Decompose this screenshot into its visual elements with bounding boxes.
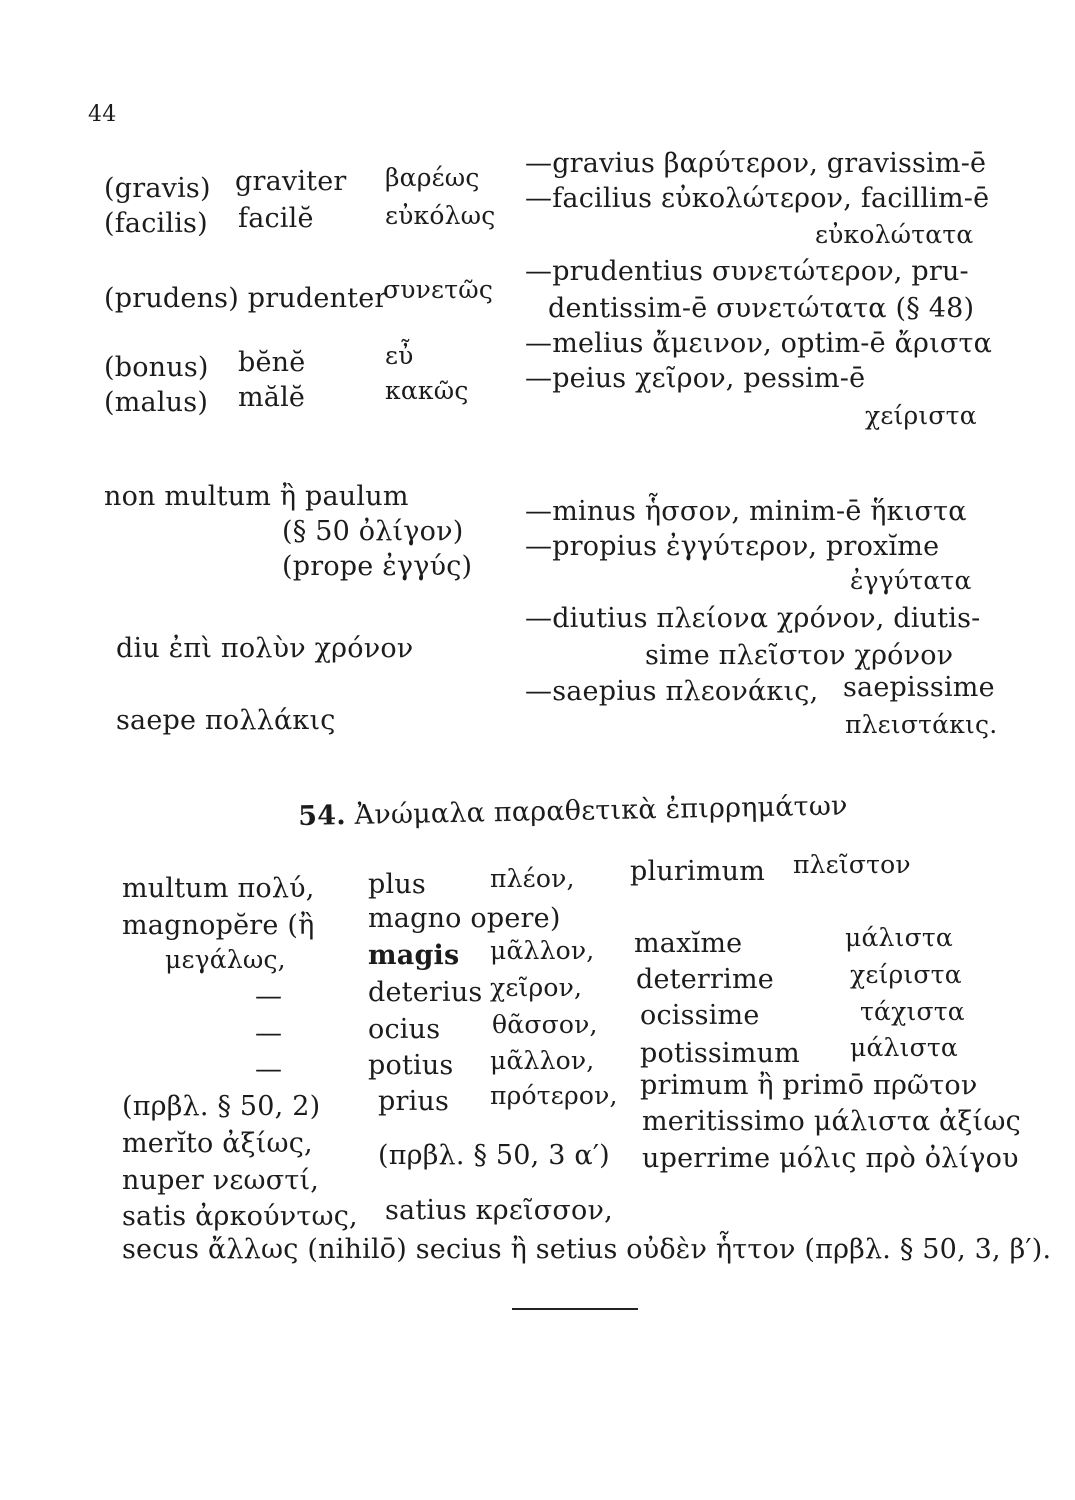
text-cell: χείριστα [865, 401, 977, 430]
text-cell: sime πλεῖστον χρόνον [645, 640, 954, 671]
text-cell: deterius [368, 977, 483, 1008]
text-cell: non multum ἢ paulum [104, 481, 409, 512]
text-cell: satis ἀρκούντως, [122, 1201, 358, 1232]
text-cell: κακῶς [385, 376, 469, 405]
text-cell: multum πολύ, [122, 873, 315, 904]
text-cell: χείριστα [850, 960, 962, 989]
text-cell: ἐγγύτατα [850, 566, 972, 595]
text-cell: dentissim-ē συνετώτατα (§ 48) [548, 293, 975, 324]
text-cell: mălĕ [238, 382, 306, 413]
text-cell: —minus ἧσσον, minim-ē ἥκιστα [525, 496, 967, 527]
text-cell: prius [378, 1086, 450, 1117]
text-cell: —peius χεῖρον, pessim-ē [525, 363, 866, 394]
text-cell: ocissime [640, 1000, 760, 1031]
text-cell: —saepius πλεονάκις, [525, 676, 819, 707]
text-cell: satius κρεῖσσον, [385, 1195, 613, 1226]
text-cell: εὐκολώτατα [815, 220, 974, 249]
text-cell: magno opere) [368, 903, 561, 934]
text-cell: plurimum [630, 856, 766, 887]
text-cell: (πρβλ. § 50, 2) [122, 1091, 321, 1122]
text-cell: primum ἢ primō πρῶτον [640, 1070, 978, 1101]
section-heading [298, 792, 848, 830]
text-cell: —melius ἄμεινον, optim-ē ἄριστα [525, 328, 993, 359]
page-number: 44 [88, 102, 117, 127]
closing-rule [512, 1308, 638, 1310]
text-cell: magnopĕre (ἢ [122, 910, 315, 941]
section-number: 54. [297, 800, 347, 832]
text-cell: —gravius βαρύτερον, gravissim-ē [525, 148, 987, 179]
text-cell: εὖ [385, 341, 414, 370]
text-cell: —diutius πλείονα χρόνον, diutis- [525, 603, 981, 634]
text-cell: πλεῖστον [793, 850, 911, 879]
text-cell: βαρέως [385, 163, 480, 192]
text-cell: μᾶλλον, [490, 936, 595, 965]
text-cell: graviter [235, 166, 347, 197]
text-cell: meritissimo μάλιστα ἀξίως [642, 1106, 1021, 1137]
text-cell: (πρβλ. § 50, 3 α′) [378, 1140, 610, 1171]
text-cell: diu ἐπὶ πολὺν χρόνον [116, 633, 414, 664]
text-cell: θᾶσσον, [492, 1010, 598, 1039]
text-cell: τάχιστα [860, 997, 965, 1026]
text-cell: μᾶλλον, [490, 1046, 595, 1075]
text-cell: potius [368, 1050, 454, 1081]
text-cell: συνετῶς [383, 275, 494, 304]
text-cell: (facilis) [104, 208, 208, 239]
text-cell: (bonus) [104, 352, 209, 383]
text-cell: —facilius εὐκολώτερον, facillim-ē [525, 183, 990, 214]
text-cell: deterrime [636, 964, 774, 995]
text-cell: (gravis) [104, 173, 211, 204]
text-cell: (malus) [104, 387, 209, 418]
text-cell: saepe πολλάκις [116, 705, 336, 736]
text-cell: πρότερον, [490, 1081, 618, 1110]
section-title: Ἀνώμαλα παραθετικὰ ἐπιρρημάτων [354, 790, 848, 831]
text-cell: εὐκόλως [385, 201, 496, 230]
text-cell: χεῖρον, [490, 973, 583, 1002]
text-cell: plus [368, 869, 426, 900]
text-cell: maxĭme [634, 928, 743, 959]
text-cell: ocius [368, 1014, 441, 1045]
text-cell: μεγάλως, [165, 945, 286, 974]
text-cell: πλέον, [490, 864, 575, 893]
text-cell: (prope ἐγγύς) [282, 551, 473, 582]
text-cell: merĭto ἀξίως, [122, 1128, 313, 1159]
text-cell: — [255, 1054, 283, 1085]
text-cell: facilĕ [238, 203, 314, 234]
text-cell: (§ 50 ὀλίγον) [282, 516, 464, 547]
text-cell: potissimum [640, 1038, 800, 1069]
text-cell: —prudentius συνετώτερον, pru- [525, 256, 969, 287]
text-cell: (prudens) prudenter [104, 283, 388, 314]
text-cell: πλειστάκις. [845, 710, 998, 739]
text-cell: uperrime μόλις πρὸ ὀλίγου [642, 1143, 1019, 1174]
text-cell: — [255, 1018, 283, 1049]
text-cell: μάλιστα [850, 1033, 958, 1062]
text-cell: saepissime [843, 672, 995, 703]
text-cell: —propius ἐγγύτερον, proxĭme [525, 531, 940, 562]
text-cell: μάλιστα [845, 923, 953, 952]
text-cell: secus ἄλλως (nihilō) secius ἢ setius οὐδὲν ἧττον (πρβλ. § 50, 3, β′). [122, 1234, 1052, 1265]
text-cell: bĕnĕ [238, 347, 306, 378]
text-cell: magis [368, 940, 460, 971]
text-cell: nuper νεωστί, [122, 1165, 320, 1196]
text-cell: — [255, 981, 283, 1012]
